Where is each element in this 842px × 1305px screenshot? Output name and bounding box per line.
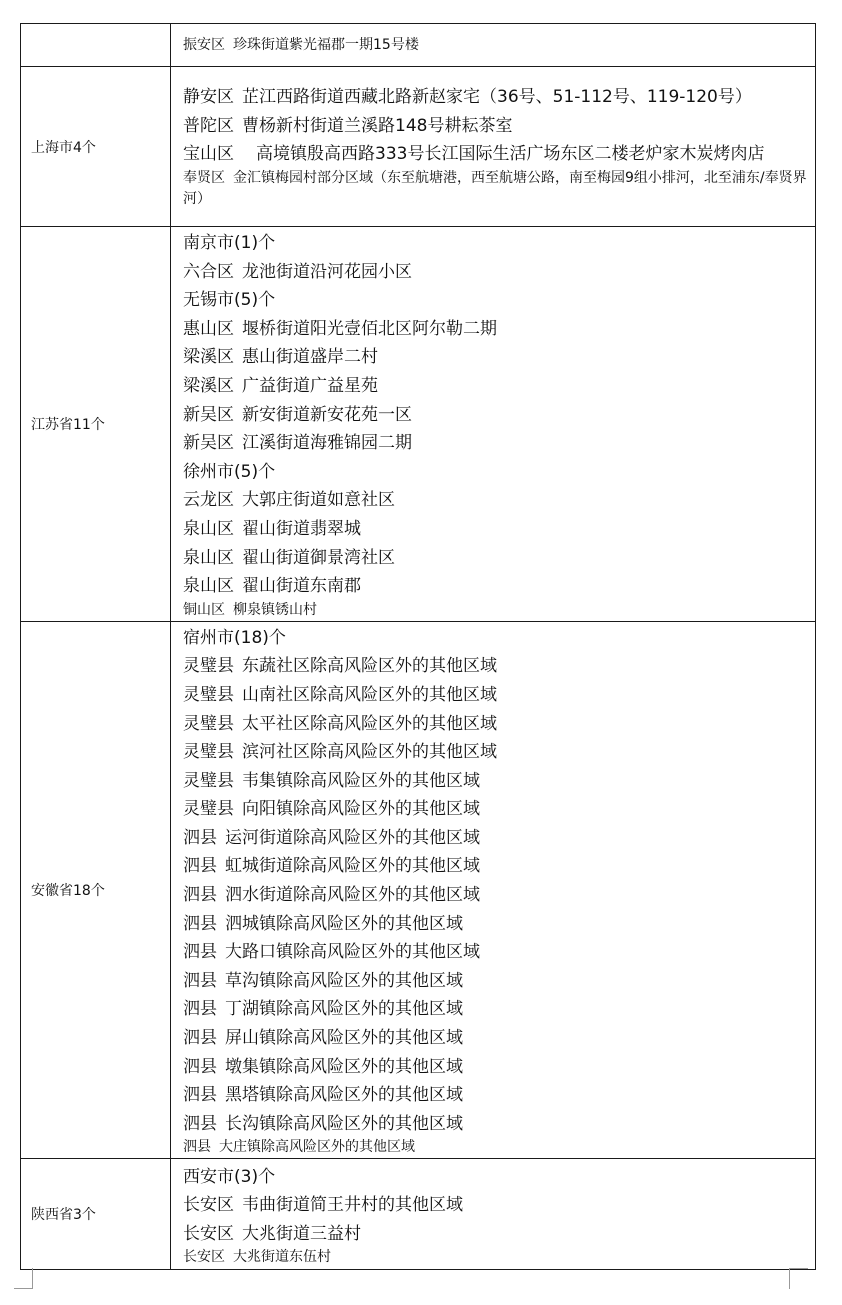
place-name: 长沟镇除高风险区外的其他区域	[225, 1113, 463, 1134]
district-name: 振安区	[183, 37, 225, 53]
area-entry	[183, 652, 809, 681]
district-name: 泗县	[183, 1085, 217, 1106]
area-entry	[183, 824, 809, 853]
district-name: 长安区	[183, 1195, 234, 1216]
table-row	[21, 67, 816, 227]
area-entry	[183, 881, 809, 910]
area-entry	[183, 572, 809, 601]
area-entry	[183, 515, 809, 544]
place-name: 大郭庄街道如意社区	[242, 490, 395, 511]
area-entry	[183, 1081, 809, 1110]
place-name: 广益街道广益星苑	[242, 375, 378, 396]
place-name: 大路口镇除高风险区外的其他区域	[225, 942, 480, 963]
district-name: 宝山区	[183, 143, 234, 164]
area-entry	[183, 315, 809, 344]
city-heading: 南京市(1)个	[183, 233, 276, 253]
place-name: 翟山街道御景湾社区	[242, 547, 395, 568]
area-entry	[183, 1191, 809, 1220]
place-name: 龙池街道沿河花园小区	[242, 261, 412, 282]
place-name: 泗城镇除高风险区外的其他区域	[225, 913, 463, 934]
place-name: 屏山镇除高风险区外的其他区域	[225, 1028, 463, 1049]
place-name: 大兆街道东伍村	[233, 1249, 331, 1266]
place-name: 滨河社区除高风险区外的其他区域	[242, 742, 497, 763]
place-name: 泗水街道除高风险区外的其他区域	[225, 885, 480, 906]
area-list-cell	[171, 621, 816, 1159]
area-entry	[183, 486, 809, 515]
district-name: 普陀区	[183, 116, 234, 136]
area-entry	[183, 967, 809, 996]
district-name: 泗县	[183, 942, 217, 963]
area-entry	[183, 995, 809, 1024]
place-name: 丁湖镇除高风险区外的其他区域	[225, 999, 463, 1020]
region-cell: 江苏省11个	[21, 227, 171, 622]
area-entry	[183, 258, 809, 287]
place-name: 韦集镇除高风险区外的其他区域	[242, 770, 480, 791]
place-name: 向阳镇除高风险区外的其他区域	[242, 799, 480, 820]
district-name: 六合区	[183, 261, 234, 282]
area-entry	[183, 429, 809, 458]
district-name: 梁溪区	[183, 347, 234, 368]
place-name: 堰桥街道阳光壹佰北区阿尔勒二期	[242, 318, 497, 339]
place-name: 运河街道除高风险区外的其他区域	[225, 827, 480, 848]
area-entry	[183, 767, 809, 796]
place-name: 珍珠街道紫光福郡一期15号楼	[233, 37, 419, 53]
area-entry	[183, 710, 809, 739]
table-row	[21, 227, 816, 622]
area-entry	[183, 401, 809, 430]
table-body	[21, 24, 816, 1270]
place-name: 黑塔镇除高风险区外的其他区域	[225, 1085, 463, 1106]
area-list-cell	[171, 227, 816, 622]
region-cell: 安徽省18个	[21, 621, 171, 1159]
district-name: 奉贤区	[183, 169, 225, 186]
area-entry	[183, 1248, 809, 1266]
place-name: 山南社区除高风险区外的其他区域	[242, 684, 497, 705]
page-corner-mark-right	[789, 1268, 808, 1289]
district-name: 泗县	[183, 999, 217, 1020]
district-name: 泗县	[183, 970, 217, 991]
area-entry	[183, 681, 809, 710]
area-list-cell	[171, 24, 816, 67]
city-heading: 西安市(3)个	[183, 1166, 276, 1187]
area-entry	[183, 112, 809, 141]
district-name: 灵璧县	[183, 742, 234, 763]
district-name: 梁溪区	[183, 375, 234, 396]
district-name: 灵璧县	[183, 770, 234, 791]
place-name: 江溪街道海雅锦园二期	[242, 433, 412, 454]
district-name: 长安区	[183, 1249, 225, 1266]
table-row	[21, 1159, 816, 1270]
table-row	[21, 24, 816, 67]
district-name: 惠山区	[183, 318, 234, 339]
district-name: 灵璧县	[183, 713, 234, 734]
place-name: 柳泉镇锈山村	[233, 601, 317, 618]
area-entry	[183, 1138, 809, 1156]
city-heading: 徐州市(5)个	[183, 461, 276, 482]
area-entry	[183, 1110, 809, 1139]
area-entry	[183, 795, 809, 824]
district-name: 泗县	[183, 885, 217, 906]
place-name: 大庄镇除高风险区外的其他区域	[219, 1139, 415, 1156]
district-name: 泗县	[183, 827, 217, 848]
district-name: 灵璧县	[183, 656, 234, 677]
district-name: 长安区	[183, 1223, 234, 1244]
place-name: 翟山街道翡翠城	[242, 518, 361, 539]
area-entry	[183, 372, 809, 401]
district-name: 泉山区	[183, 518, 234, 539]
district-name: 泗县	[183, 856, 217, 877]
area-entry	[183, 852, 809, 881]
district-name: 铜山区	[183, 601, 225, 618]
city-heading: 宿州市(18)个	[183, 627, 286, 648]
page-corner-mark-left	[14, 1268, 33, 1289]
area-entry	[183, 36, 809, 54]
area-entry	[183, 738, 809, 767]
place-name: 惠山街道盛岸二村	[242, 347, 378, 368]
place-name: 大兆街道三益村	[242, 1223, 361, 1244]
district-name: 灵璧县	[183, 684, 234, 705]
area-list-cell	[171, 67, 816, 227]
district-name: 泉山区	[183, 576, 234, 597]
district-name: 泗县	[183, 1028, 217, 1049]
area-list-cell	[171, 1159, 816, 1270]
area-entry	[183, 141, 809, 168]
district-name: 泗县	[183, 1056, 217, 1077]
area-entry	[183, 1053, 809, 1082]
place-name: 高境镇殷高西路333号长江国际生活广场东区二楼老炉家木炭烤肉店	[256, 143, 765, 164]
place-name: 金汇镇梅园村部分区域（东至航塘港，西至航塘公路，南至梅园9组小排河，北至浦东/奉贤界河）	[183, 169, 807, 207]
area-entry	[183, 168, 809, 210]
area-entry	[183, 343, 809, 372]
region-cell: 陕西省3个	[21, 1159, 171, 1270]
region-cell	[21, 24, 171, 67]
risk-area-table	[20, 23, 816, 1270]
district-name: 静安区	[183, 87, 234, 108]
district-name: 泗县	[183, 1139, 211, 1156]
area-entry	[183, 601, 809, 619]
place-name: 草沟镇除高风险区外的其他区域	[225, 970, 463, 991]
table-row	[21, 621, 816, 1159]
district-name: 泗县	[183, 1113, 217, 1134]
area-entry	[183, 1220, 809, 1249]
area-entry	[183, 544, 809, 573]
area-entry	[183, 910, 809, 939]
area-entry	[183, 1024, 809, 1053]
place-name: 虹城街道除高风险区外的其他区域	[225, 856, 480, 877]
area-entry	[183, 83, 809, 112]
place-name: 曹杨新村街道兰溪路148号耕耘茶室	[242, 116, 513, 136]
place-name: 新安街道新安花苑一区	[242, 404, 412, 425]
place-name: 东蔬社区除高风险区外的其他区域	[242, 656, 497, 677]
place-name: 太平社区除高风险区外的其他区域	[242, 713, 497, 734]
place-name: 翟山街道东南郡	[242, 576, 361, 597]
district-name: 新吴区	[183, 433, 234, 454]
district-name: 泗县	[183, 913, 217, 934]
district-name: 云龙区	[183, 490, 234, 511]
place-name: 芷江西路街道西藏北路新赵家宅（36号、51-112号、119-120号）	[242, 87, 752, 108]
place-name: 韦曲街道简王井村的其他区域	[242, 1195, 463, 1216]
district-name: 泉山区	[183, 547, 234, 568]
district-name: 灵璧县	[183, 799, 234, 820]
area-entry	[183, 938, 809, 967]
region-cell: 上海市4个	[21, 67, 171, 227]
city-heading: 无锡市(5)个	[183, 290, 276, 311]
district-name: 新吴区	[183, 404, 234, 425]
place-name: 墩集镇除高风险区外的其他区域	[225, 1056, 463, 1077]
